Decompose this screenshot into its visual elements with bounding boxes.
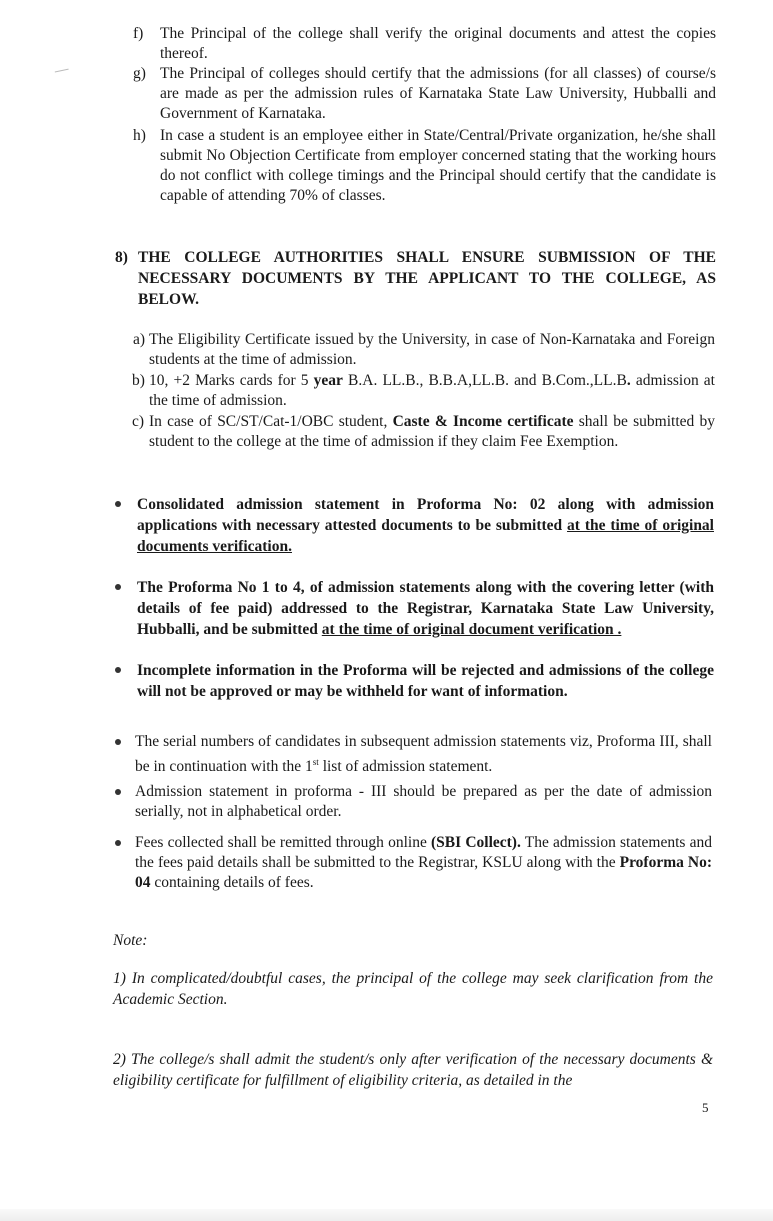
bullet-1-underlined: at the time of original documents verification. bbox=[137, 517, 714, 555]
bullet-2-dot bbox=[115, 584, 121, 590]
item-b-bold-dot: . bbox=[626, 372, 631, 389]
section-8-heading: THE COLLEGE AUTHORITIES SHALL ENSURE SUBMISSION OF THE NECESSARY DOCUMENTS BY THE APPLICANT TO THE COLLEGE, AS BELOW. bbox=[138, 249, 716, 308]
item-marker-c: c) bbox=[132, 413, 145, 430]
scan-bottom-edge bbox=[0, 1209, 773, 1221]
bullet-6-bold-proforma: Proforma No: 04 bbox=[135, 854, 712, 891]
bullet-2-body: The Proforma No 1 to 4, of admission statements along with the covering letter (with details of fee paid) addressed to the Registrar, Karnataka State Law University, Hubballi, and be submitted bbox=[137, 579, 714, 638]
bullet-3-dot bbox=[115, 667, 121, 673]
bullet-1-text bbox=[137, 494, 714, 557]
note-heading: Note: bbox=[113, 932, 148, 949]
bullet-4-pre: The serial numbers of candidates in subsequent admission statements viz, Proforma III, shall be in continuation with the 1 bbox=[135, 733, 712, 776]
item-c-bold: Caste & Income certificate bbox=[392, 413, 574, 430]
bullet-4-post: list of admission statement. bbox=[318, 758, 493, 776]
item-c-pre: In case of SC/ST/Cat-1/OBC student, bbox=[149, 413, 393, 430]
bullet-4-sup: st bbox=[312, 757, 319, 767]
item-f-text: The Principal of the college shall verify the original documents and attest the copies thereof. bbox=[160, 25, 716, 62]
bullet-5-text: Admission statement in proforma - III should be prepared as per the date of admission serially, not in alphabetical order. bbox=[135, 783, 712, 820]
bullet-6-text bbox=[135, 833, 712, 893]
bullet-2-underlined: at the time of original document verification . bbox=[321, 621, 622, 638]
bullet-1-body: Consolidated admission statement in Proforma No: 02 along with admission applications with necessary attested documents to be submitted bbox=[137, 496, 714, 534]
bullet-2-text bbox=[137, 577, 714, 640]
bullet-4-text bbox=[135, 732, 712, 777]
item-a-text: The Eligibility Certificate issued by the University, in case of Non-Karnataka and Foreign students at the time of admission. bbox=[149, 331, 715, 368]
item-b-bold-year: year bbox=[313, 372, 343, 389]
page-number: 5 bbox=[702, 1100, 709, 1115]
item-marker-h: h) bbox=[133, 127, 146, 144]
item-b-pre: 10, +2 Marks cards for 5 bbox=[149, 372, 314, 389]
bullet-6-bold-sbi: (SBI Collect). bbox=[431, 834, 521, 851]
item-g-text: The Principal of colleges should certify that the admissions (for all classes) of course/s are made as per the admission rules of Karnataka State Law University, Hubballi and Government of Karnataka. bbox=[160, 65, 716, 122]
scan-mark bbox=[55, 69, 70, 76]
bullet-4-dot bbox=[115, 739, 121, 745]
item-b-text bbox=[149, 371, 715, 411]
item-h-text: In case a student is an employee either in State/Central/Private organization, he/she shall submit No Objection Certificate from employer concerned stating that the working hours do not conflict with college timings and the Principal should certify that the candidate is capable of attending 70% of classes. bbox=[160, 127, 716, 204]
item-c-post: shall be submitted by student to the college at the time of admission if they claim Fee Exemption. bbox=[149, 413, 715, 450]
bullet-6-pre: Fees collected shall be remitted through online bbox=[135, 834, 431, 851]
note-2: 2) The college/s shall admit the student/s only after verification of the necessary documents & eligibility certificate for fulfillment of eligibility criteria, as detailed in the bbox=[113, 1051, 713, 1089]
bullet-6-mid: The admission statements and the fees paid details shall be submitted to the Registrar, KSLU along with the bbox=[135, 834, 712, 871]
bullet-1-dot bbox=[115, 501, 121, 507]
item-marker-f: f) bbox=[133, 25, 144, 42]
item-b-mid: B.A. LL.B., B.B.A,LL.B. and B.Com.,LL.B bbox=[342, 372, 627, 389]
note-1: 1) In complicated/doubtful cases, the principal of the college may seek clarification from the Academic Section. bbox=[113, 970, 713, 1008]
item-marker-b: b) bbox=[132, 372, 145, 389]
item-marker-g: g) bbox=[133, 65, 146, 82]
bullet-5-dot bbox=[115, 789, 121, 795]
item-marker-a: a) bbox=[133, 331, 146, 348]
section-8-number: 8) bbox=[115, 249, 128, 266]
bullet-6-post: containing details of fees. bbox=[150, 874, 314, 891]
item-b-post: admission at the time of admission. bbox=[149, 372, 715, 409]
bullet-3-text: Incomplete information in the Proforma will be rejected and admissions of the college will not be approved or may be withheld for want of information. bbox=[137, 662, 714, 700]
item-c-text bbox=[149, 412, 715, 452]
bullet-6-dot bbox=[115, 840, 121, 846]
